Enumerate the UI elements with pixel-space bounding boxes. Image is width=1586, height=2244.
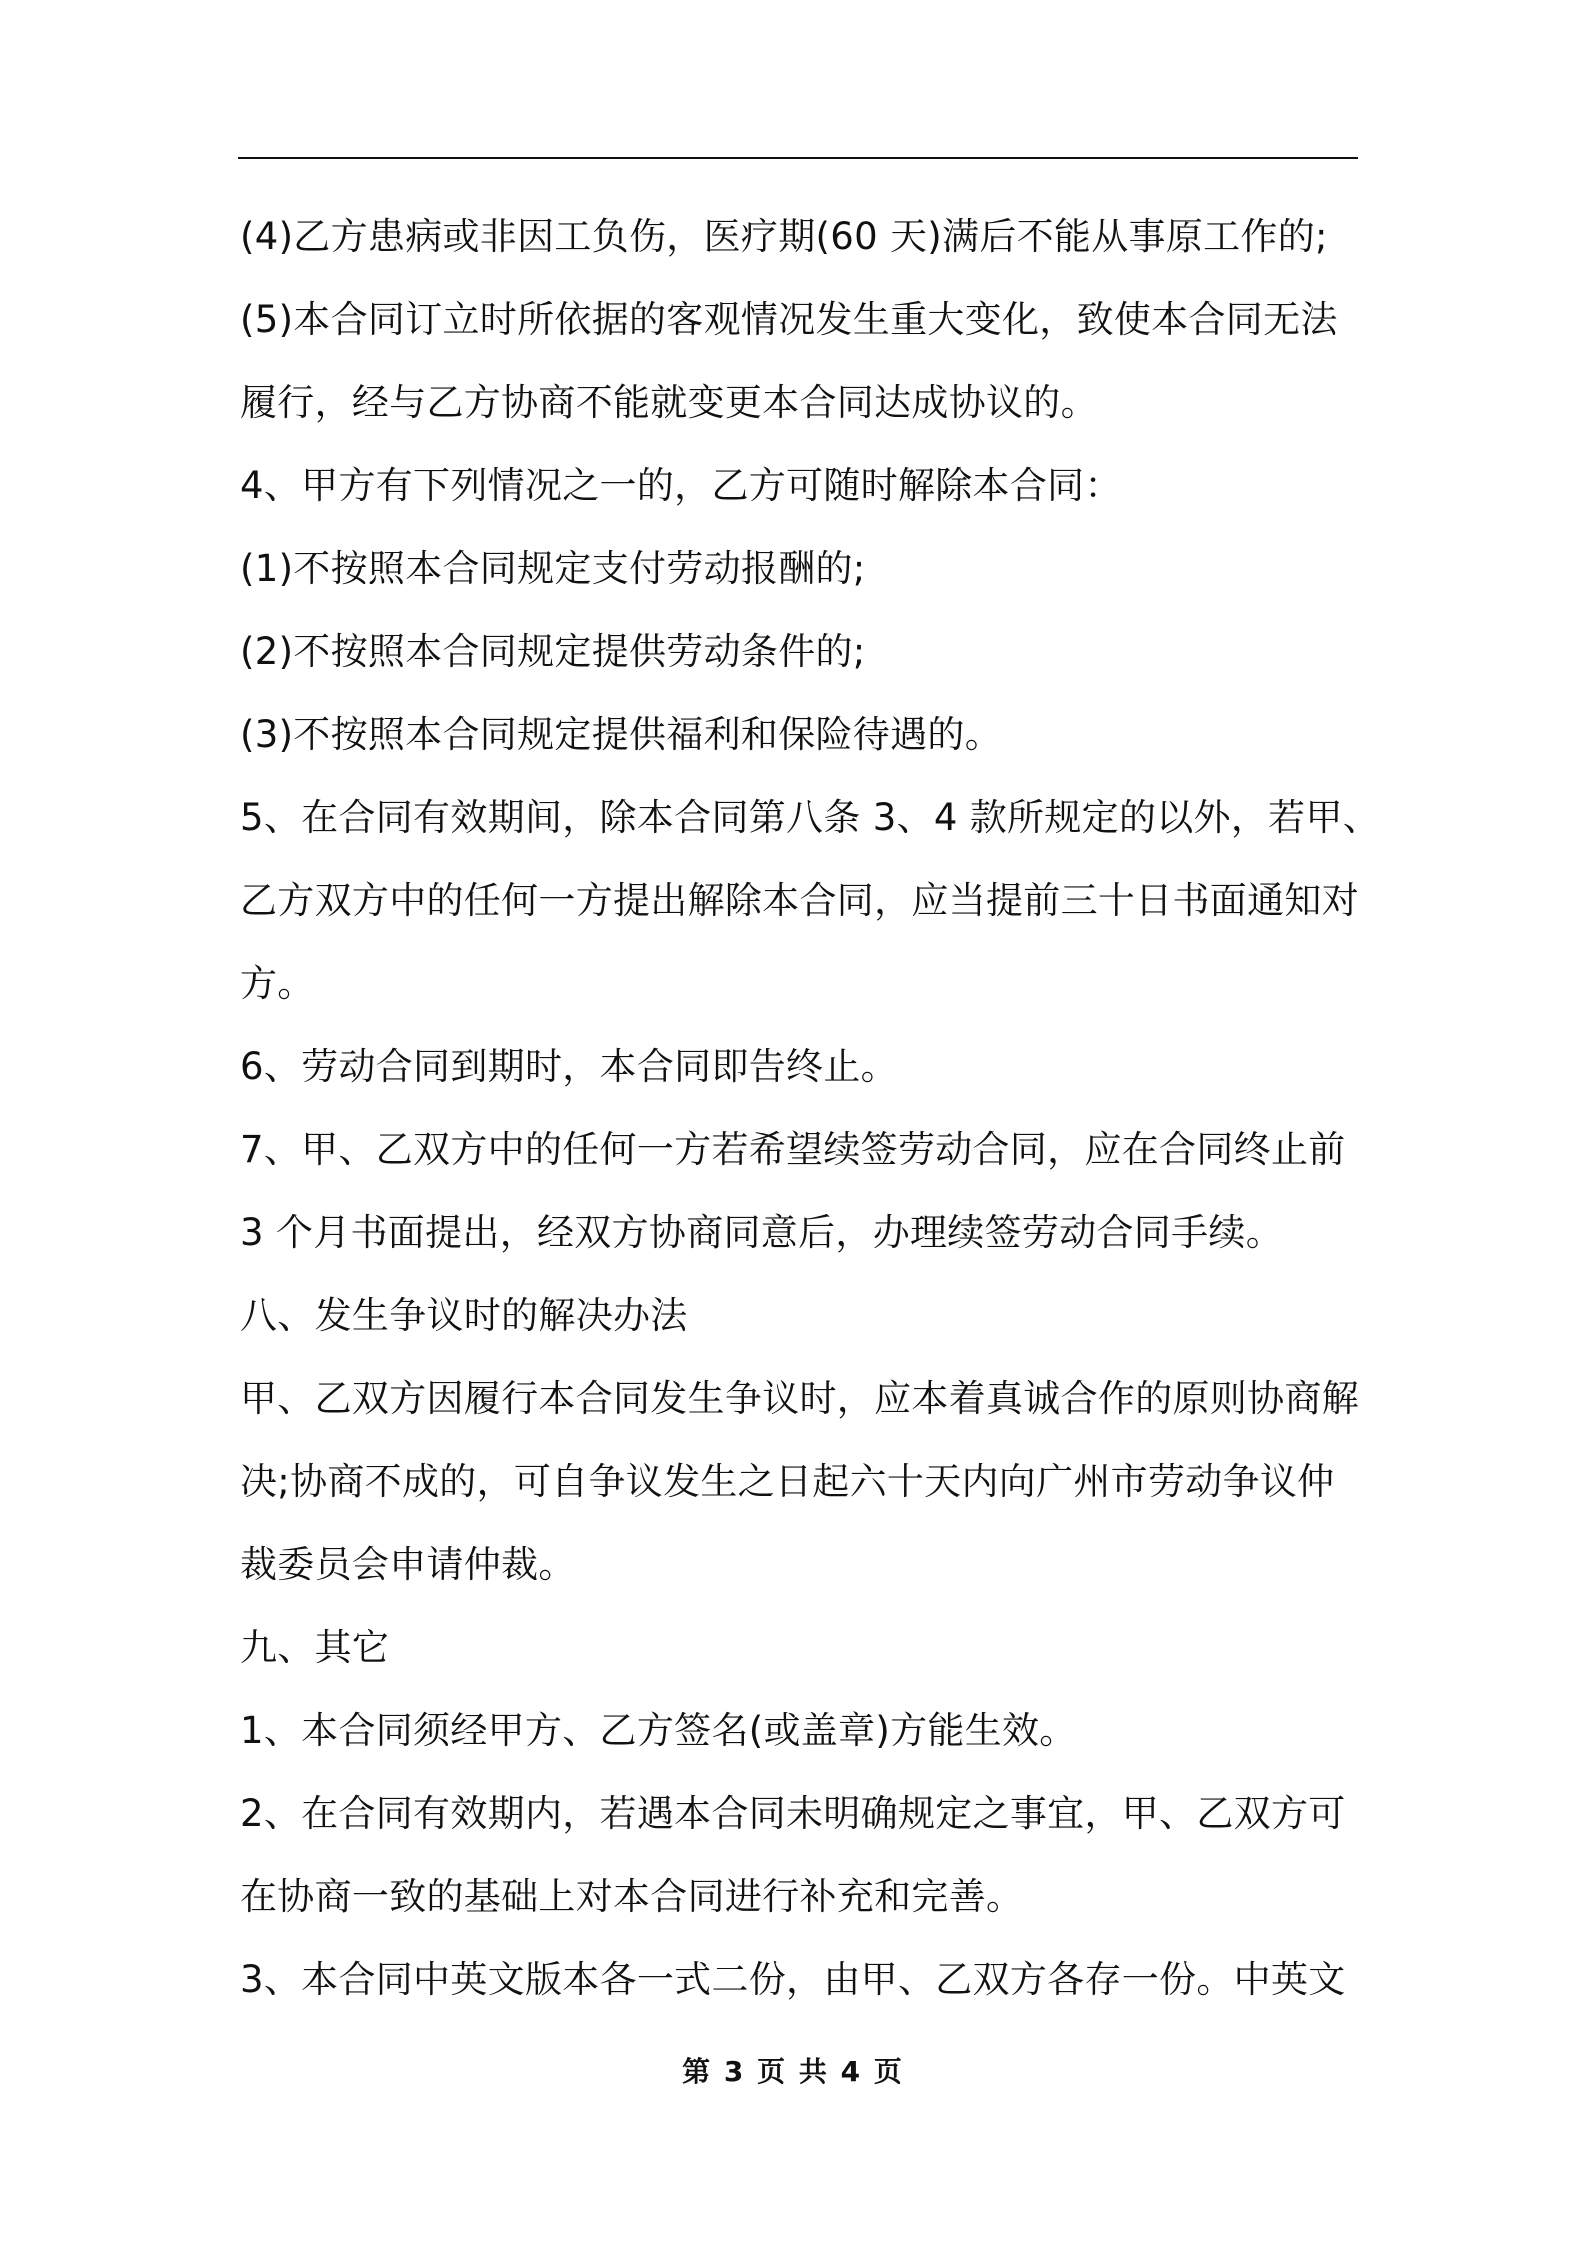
text-line: 1、本合同须经甲方、乙方签名(或盖章)方能生效。 <box>240 1709 1077 1752</box>
text-line: 2、在合同有效期内，若遇本合同未明确规定之事宜，甲、乙双方可 <box>240 1792 1346 1835</box>
text-line: (2)不按照本合同规定提供劳动条件的; <box>240 630 866 673</box>
text-line: (4)乙方患病或非因工负伤，医疗期(60 天)满后不能从事原工作的; <box>240 215 1328 258</box>
text-line: 5、在合同有效期间，除本合同第八条 3、4 款所规定的以外，若甲、 <box>240 796 1381 839</box>
text-line: (3)不按照本合同规定提供福利和保险待遇的。 <box>240 713 1003 756</box>
text-line: 乙方双方中的任何一方提出解除本合同，应当提前三十日书面通知对 <box>240 879 1359 922</box>
section-heading: 九、其它 <box>240 1626 390 1669</box>
document-body <box>240 195 1381 2021</box>
text-line: (1)不按照本合同规定支付劳动报酬的; <box>240 547 866 590</box>
text-line: 3 个月书面提出，经双方协商同意后，办理续签劳动合同手续。 <box>240 1211 1283 1254</box>
header-rule <box>238 157 1358 159</box>
text-line: 4、甲方有下列情况之一的，乙方可随时解除本合同： <box>240 464 1122 507</box>
section-heading: 八、发生争议时的解决办法 <box>240 1294 688 1337</box>
text-line: 甲、乙双方因履行本合同发生争议时，应本着真诚合作的原则协商解 <box>240 1377 1359 1420</box>
text-line: 在协商一致的基础上对本合同进行补充和完善。 <box>240 1875 1024 1918</box>
text-line: 6、劳动合同到期时，本合同即告终止。 <box>240 1045 898 1088</box>
text-line: 7、甲、乙双方中的任何一方若希望续签劳动合同，应在合同终止前 <box>240 1128 1346 1171</box>
text-line: 裁委员会申请仲裁。 <box>240 1543 576 1586</box>
text-line: 3、本合同中英文版本各一式二份，由甲、乙双方各存一份。中英文 <box>240 1958 1346 2001</box>
page-number-footer: 第 3 页 共 4 页 <box>682 2055 904 2088</box>
text-line: (5)本合同订立时所依据的客观情况发生重大变化，致使本合同无法 <box>240 298 1338 341</box>
text-line: 履行，经与乙方协商不能就变更本合同达成协议的。 <box>240 381 1098 424</box>
text-line: 方。 <box>240 962 315 1005</box>
text-line: 决;协商不成的，可自争议发生之日起六十天内向广州市劳动争议仲 <box>240 1460 1335 1503</box>
